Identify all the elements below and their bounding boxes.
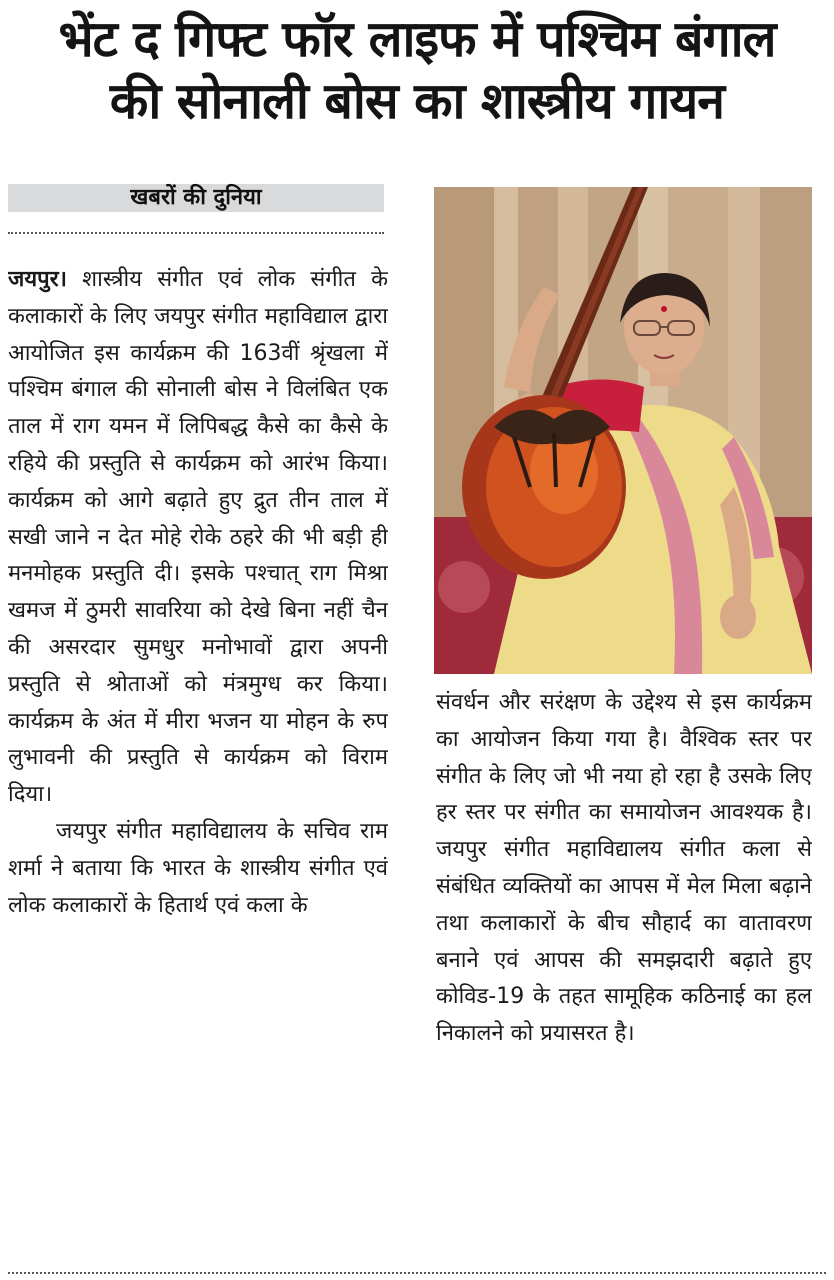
article-column-left bbox=[8, 262, 388, 1272]
headline-line-1: भेंट द गिफ्ट फॉर लाइफ में पश्चिम बंगाल bbox=[58, 10, 776, 68]
article-paragraph-2-start: जयपुर संगीत महाविद्यालय के सचिव राम शर्मा ने बताया कि भारत के शास्त्रीय संगीत एवं लोक कलाकारों के हितार्थ एवं कला के bbox=[8, 818, 388, 918]
section-label: खबरों की दुनिया bbox=[8, 184, 384, 212]
article-paragraph-2-continued: संवर्धन और सरंक्षण के उद्देश्य से इस कार्यक्रम का आयोजन किया गया है। वैश्विक स्तर पर संगीत के लिए जो भी नया हो रहा है उसके लिए हर स्तर पर संगीत का समायोजन आवश्यक है। जयपुर संगीत महाविद्यालय संगीत कला से संबंधित व्यक्तियों का आपस में मेल मिला बढ़ाने तथा कलाकारों के बीच सौहार्द का वातावरण बनाने एवं आपस की समझदारी बढ़ाते हुए कोविड-19 के तहत सामूहिक कठिनाई का हल निकालने को प्रयासरत है। bbox=[436, 690, 812, 1047]
headline-line-2: की सोनाली बोस का शास्त्रीय गायन bbox=[109, 72, 725, 130]
paragraph-1-body: शास्त्रीय संगीत एवं लोक संगीत के कलाकारों के लिए जयपुर संगीत महाविद्याल द्वारा आयोजित इस कार्यक्रम की 163वीं श्रृंखला में पश्चिम बंगाल की सोनाली बोस ने विलंबित एक ताल में राग यमन में लिपिबद्ध कैसे का कैसे के रहिये की प्रस्तुति से कार्यक्रम को आरंभ किया। कार्यक्रम को आगे बढ़ाते हुए द्रुत तीन ताल में सखी जाने न देत मोहे रोके ठहरे की भी बड़ी ही मनमोहक प्रस्तुति दी। इसके पश्चात् राग मिश्रा खमज में ठुमरी सावरिया को देखे बिना नहीं चैन की असरदार सुमधुर मनोभावों द्वारा अपनी प्रस्तुति से श्रोताओं को मंत्रमुग्ध कर किया। कार्यक्रम के अंत में मीरा भजन या मोहन के रुप लुभावनी की प्रस्तुति से कार्यक्रम को विराम दिया। bbox=[8, 267, 388, 808]
article-paragraph-1 bbox=[8, 262, 388, 814]
article-photo bbox=[434, 187, 812, 674]
headline bbox=[8, 8, 826, 132]
dateline: जयपुर। bbox=[8, 267, 67, 292]
dotted-divider-top bbox=[8, 232, 384, 234]
dotted-divider-bottom bbox=[8, 1272, 826, 1274]
article-column-right bbox=[436, 685, 812, 1265]
